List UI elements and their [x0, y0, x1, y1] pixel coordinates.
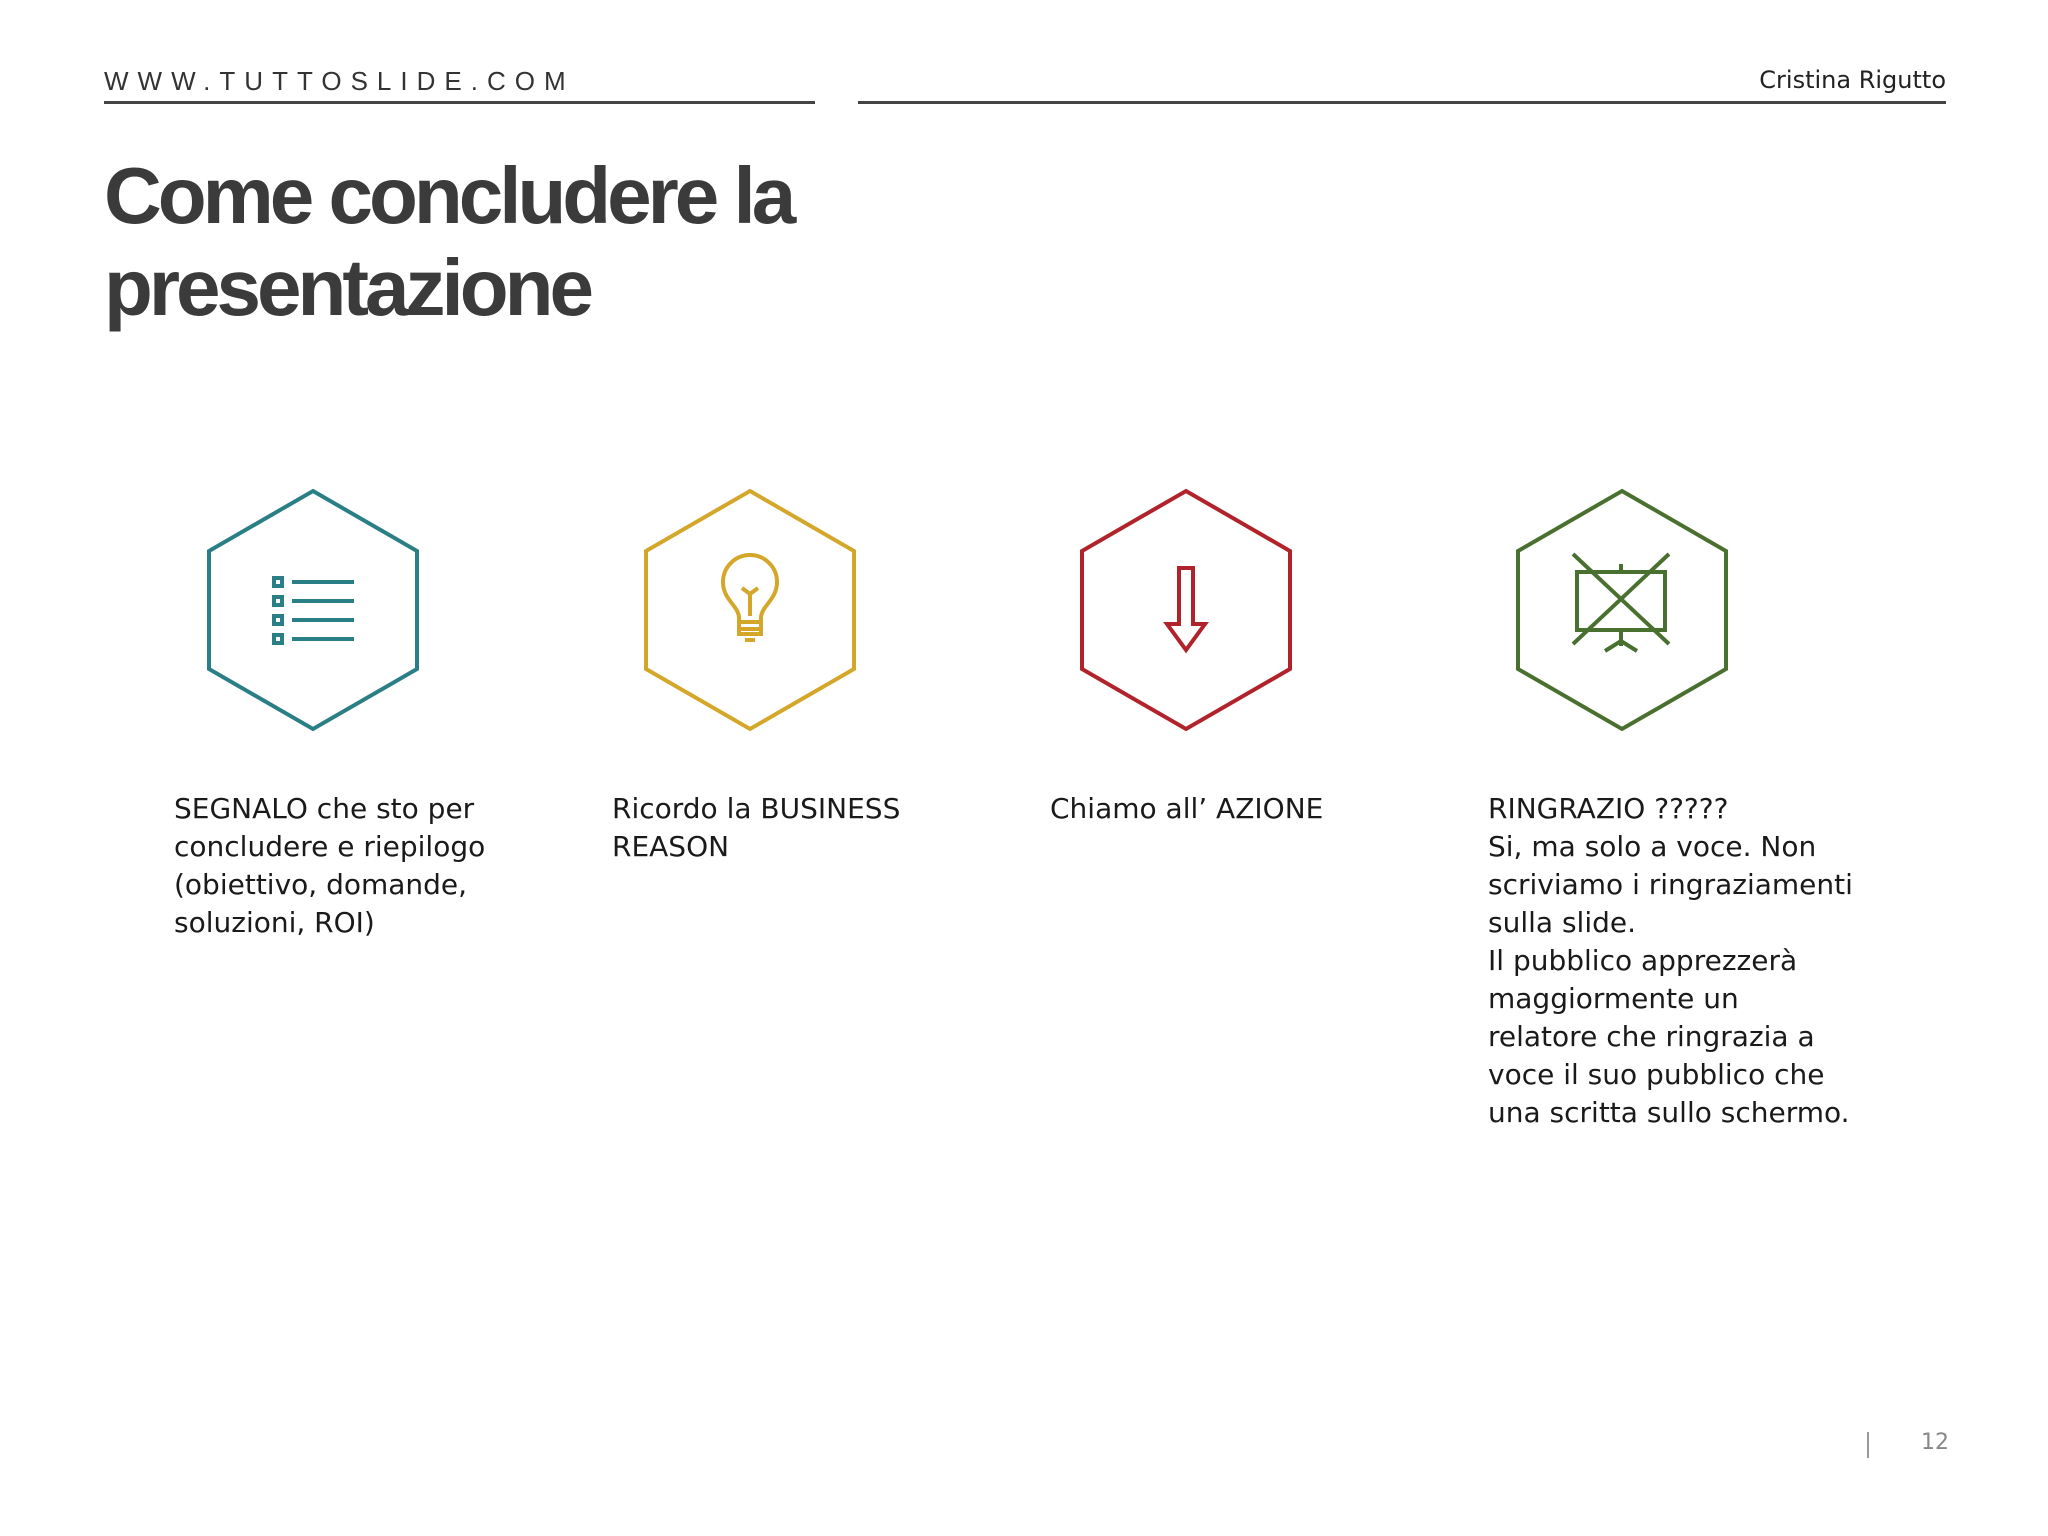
- arrow-down-icon: [1167, 568, 1205, 650]
- item-text-1: SEGNALO che sto per concludere e riepilogo (obiettivo, domande, soluzioni, ROI): [174, 792, 486, 939]
- header-rule-left: [104, 101, 815, 104]
- page-number: 12: [1921, 1430, 1949, 1455]
- header-rule-right: [858, 101, 1946, 104]
- item-text-3: Chiamo all’ AZIONE: [1050, 792, 1324, 825]
- lightbulb-icon: [723, 555, 777, 640]
- item-text-4: RINGRAZIO ????? Si, ma solo a voce. Non scriviamo i ringraziamenti sulla slide. Il pubblico apprezzerà maggiormente un relatore che ringrazia a voce il suo pubblico che una scritta sullo schermo.: [1488, 792, 1853, 1129]
- site-url: WWW.TUTTOSLIDE.COM: [104, 66, 575, 96]
- author-name: Cristina Rigutto: [1759, 66, 1946, 94]
- hexagon-arrow: [1079, 488, 1293, 732]
- item-text-2: Ricordo la BUSINESS REASON: [612, 792, 901, 863]
- hexagon-lightbulb: [643, 488, 857, 732]
- hexagon-no-presentation: [1515, 488, 1729, 732]
- slide-title: Come concludere la presentazione: [104, 151, 793, 332]
- no-presentation-icon: [1573, 554, 1669, 651]
- page-number-separator: [1867, 1432, 1869, 1458]
- hexagon-list: [206, 488, 420, 732]
- list-icon: [274, 578, 354, 643]
